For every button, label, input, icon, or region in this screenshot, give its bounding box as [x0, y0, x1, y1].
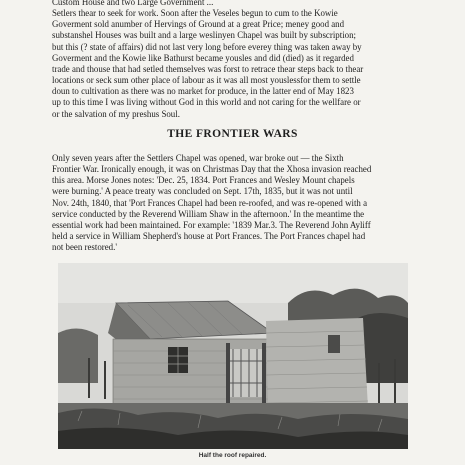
paragraph-top: Custom House and two Large Government ... Setlers thear to seek for work. Soon after the Veseles begun to cum to the Kowie Goverment sold anumber of Hervings of Ground at a great Price; meney good and substanshel Houses was built and a large weslinyen Chapel was built by subscription; but this (? state of affairs) did not last very long before everey thing was taken away by Goverment and the Kowie like Bathurst became yousles and did (died) as it regarded trade and thouse that had setled themselves was forst to retrace thear steps back to thear locations or seck sum other place of labour as it was all most youslessfor them to settle doun to cultivation as there was no market for produce, in the latter end of May 1823 up to this time I was living without God in this world and not caring for the wellfare or or the salvation of my preshus Soul. — [52, 0, 364, 119]
chapel-photograph — [58, 263, 408, 449]
paragraph-body: Only seven years after the Settlers Chapel was opened, war broke out — the Sixth Frontier War. Ironically enough, it was on Christmas Day that the Xhosa invasion reached this area. Morse Jones notes: 'Dec. 25, 1834. Port Frances and Wesley Mount chapels were burning.' A peace treaty was concluded on Sept. 17th, 1835, but it was not until Nov. 24th, 1840, that 'Port Frances Chapel had been re-roofed, and was re-opened with a service conducted by the Reverend William Shaw in the afternoon.' In the meantime the essential work had been maintained. For example: '1839 Mar.3. The Reverend John Ayliff held a service in William Shepherd's house at Port Frances. The Port Frances chapel had not been restored.' — [52, 153, 372, 253]
photo-caption: Half the roof repaired. — [198, 452, 267, 459]
section-heading: THE FRONTIER WARS — [167, 128, 298, 140]
